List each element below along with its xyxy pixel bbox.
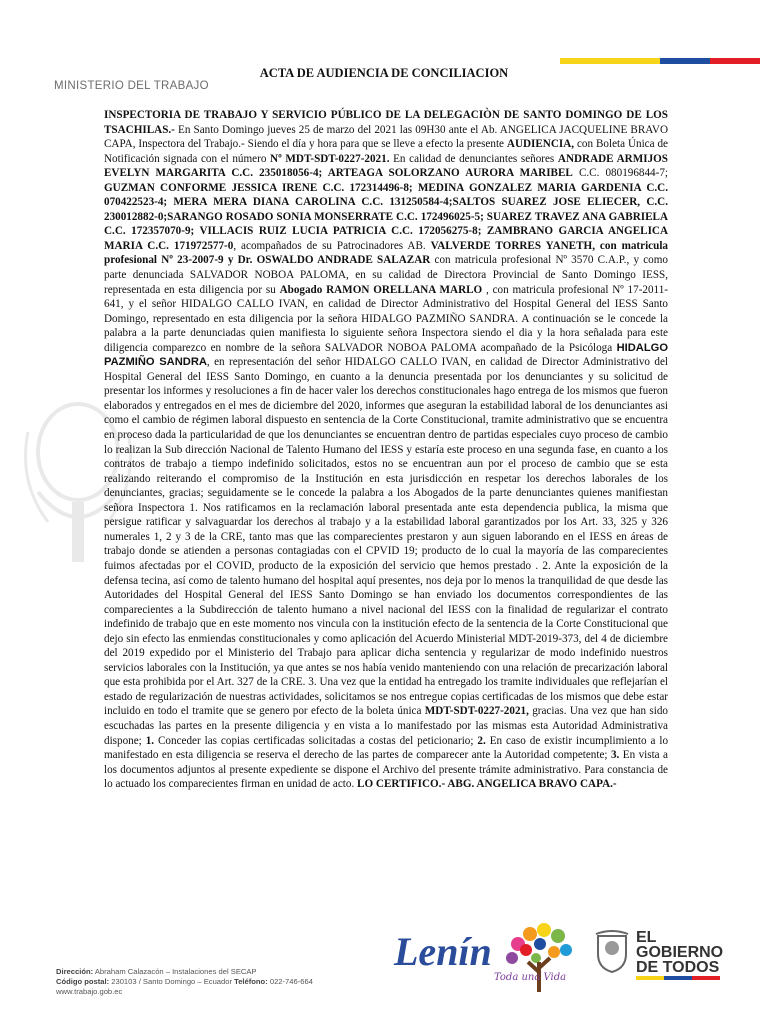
body-bold: AUDIENCIA, <box>506 138 575 151</box>
body-text: En Santo Domingo jueves 25 de marzo del 2021 las 09H30 ante el Ab. ANGELICA JACQUELINE BRAVO CAPA, Inspectora del Trabajo.- Siendo el día y hora para que se lleve a efecto la presente <box>104 123 668 151</box>
gobierno-line-2: GOBIERNO <box>636 944 724 961</box>
flag-color-strip <box>560 58 760 64</box>
gobierno-color-bar <box>636 976 720 980</box>
flag-stripe-yellow-2 <box>610 58 660 64</box>
body-text: En vista a los documentos adjuntos al presente expediente se dispone el Archivo del presente trámite administrativo. Para constancia de lo actuado los comparecientes firman en unidad de acto. <box>104 749 669 791</box>
gob-bar-blue <box>664 976 692 980</box>
footer-phone-label: Teléfono: <box>234 977 268 986</box>
body-text: En calidad de denunciantes señores <box>389 152 558 165</box>
body-heading: INSPECTORIA DE TRABAJO Y SERVICIO PÚBLICO DE LA DELEGACIÒN DE SANTO DOMINGO DE LOS TSACHILAS.- <box>104 109 668 136</box>
toda-una-vida-logo-text: Toda una Vida <box>494 972 567 983</box>
denunciantes-names: ANDRADE ARMIJOS EVELYN MARGARITA C.C. 235018056-4; ARTEAGA SOLORZANO AURORA MARIBEL <box>104 152 668 180</box>
footer-website: www.trabajo.gob.ec <box>56 987 123 996</box>
resolution-3-number: 3. <box>610 749 620 762</box>
footer-address-line <box>56 967 313 977</box>
gobierno-logo-text <box>636 930 723 975</box>
body-text: , con matricula profesional Nº 17-2011-641, y el señor HIDALGO CALLO IVAN, en calidad de Director Administrativo del Hospital General del IESS Santo Domingo, representado en esta diligencia por la señora HIDALGO PAZMIÑO SANDRA. A continuación se le concede la palabra a la parte denunciadas quien manifiesta lo siguiente señora Inspectora siendo el dia y la hora señalada para este diligencia comparezco en nombre de la señora SALVADOR NOBOA PALOMA acompañado de la Psicóloga <box>104 283 668 354</box>
footer-postal-line <box>56 977 313 987</box>
flag-stripe-yellow <box>560 58 610 64</box>
body-text: , acompañados de su Patrocinadores AB. <box>233 239 431 252</box>
document-title: ACTA DE AUDIENCIA DE CONCILIACION <box>259 66 509 80</box>
certification: LO CERTIFICO.- ABG. ANGELICA BRAVO CAPA.- <box>357 778 617 791</box>
footer-address-label: Dirección: <box>56 967 94 976</box>
document-body <box>104 108 668 792</box>
gobierno-shield-icon <box>594 930 630 974</box>
boleta-number: Nº MDT-SDT-0227-2021. <box>270 152 390 165</box>
body-text: , en representación del señor HIDALGO CALLO IVAN, en calidad de Director Administrativo del Hospital General del IESS Santo Domingo, en cuanto a la denuncia presentada por los denunciantes y su solicitud de presentar los informes y resoluciones a fin de hacer valer los derechos constitucionales hago entrega de los mismos que fueron elaborados y entregados en el mes de diciembre del 2020, informes que aseguran la estabilidad laboral de los denunciantes asi como el cambio de régimen laboral dispuesto en sentencia de la Corte Constitucional, tramite administrativo que se encuentra en proceso dada la particularidad de que los denunciantes se encuentran dentro de partidas especiales cuyo proceso de cambio lo realizan la Sub dirección Nacional de Talento Humano del IESS y estaría este proceso en una segunda fase, en cuanto a los contratos de trabajo a tiempo indefinido solicitados, estos no se encuentran aun por el proceso de cambio que se esta realizando reiterando el compromiso de la Institución en esta jurisdicción en respetar los derechos laborales de los denunciantes, gracias; seguidamente se le concede la palabra a los Abogados de la parte denunciantes quienes manifiestan señora Inspectora 1. Nos ratificamos en la reclamación laboral presentada ante esta dependencia publica, la misma que persigue ratificar y salvaguardar los derechos al trabajo y a la estabilidad laboral garantizados por los Art. 33, 325 y 326 numerales 1, 2 y 3 de la CRE, tanto mas que las comparecientes prestaron y aun siguen laborando en el IESS en áreas de trabajo donde se atienden a personas contagiadas con el CPVID 19; producto de lo cual la mayoría de las comparecientes fuimos afectadas por el COVID, producto de la exposición del servicio que hemos prestado . 2. Ante la exposición de la defensa tecina, así como de talento humano del hospital aquí presentes, nos deja por lo menos la tranquilidad de que desde las Autoridades del Hospital General del IESS Santo Domingo se han enviado los documentos correspondientes de las comparecientes a la Subdirección de talento humano a nivel nacional del IESS con la finalidad de regularizar el contrato indefinido de trabajo que en este momento nos vincula con la institución efecto de la sentencia de la Corte Constitucional que dejo sin efecto las enmiendas constitucionales y como aplicación del Acuerdo Ministerial MDT-2019-373, del 4 de diciembre del 2019 expedido por el Ministerio del Trabajo para aplicar dicha sentencia y regularizar de modo indefinido nuestros servicios laborales con la Institución, ya que antes se nos había venido manteniendo con una relación de precarización laboral que esta prohibida por el Art. 327 de la CRE. 3. Una vez que la entidad ha entregado los tramite individuales que reflejarían el estado de regularización de nuestras actividades, solicitamos se nos entregue copias certificadas de los mismos que debe estar incluido en todo el tramite que se genero por efecto de la boleta única <box>104 356 668 718</box>
gobierno-line-1: EL <box>636 929 657 946</box>
body-text: con matricula profesional Nº 3570 C.A.P., y como parte denunciada SALVADOR NOBOA PALOMA, en su calidad de Directora Provincial de Santo Domingo IESS, representada en esta diligencia por su <box>104 254 668 296</box>
body-text: En caso de existir incumplimiento a lo manifestado en esta diligencia se reserva el derecho de las partes de comparecer ante la Autoridad competente; <box>104 734 669 762</box>
footer-phone-value: 022-746-664 <box>267 977 313 986</box>
body-text: Conceder las copias certificadas solicitadas a costas del peticionario; <box>154 734 478 747</box>
psicologa-name: HIDALGO PAZMIÑO SANDRA <box>104 341 668 369</box>
footer-postal-label: Código postal: <box>56 977 110 986</box>
gob-bar-yellow <box>636 976 664 980</box>
body-text: con Boleta Única de Notificación signada con el número <box>104 138 668 165</box>
gobierno-line-3: DE TODOS <box>636 959 720 976</box>
toda-una-vida-tree-icon <box>496 922 582 994</box>
flag-stripe-red <box>710 58 760 64</box>
footer-address-value: Abraham Calazacón – Instalaciones del SECAP <box>93 967 257 976</box>
flag-stripe-blue <box>660 58 710 64</box>
abogado-name: Abogado RAMON ORELLANA MARLO <box>279 283 483 296</box>
footer-postal-value: 230103 / Santo Domingo – Ecuador <box>109 977 235 986</box>
resolution-1-number: 1. <box>145 734 155 747</box>
patrocinadores-names: VALVERDE TORRES YANETH, con matricula profesional Nº 23-2007-9 y Dr. OSWALDO ANDRADE SALAZAR <box>104 239 668 267</box>
lenin-logo: Lenín <box>394 929 492 974</box>
resolution-2-number: 2. <box>477 734 486 747</box>
ministry-name: MINISTERIO DEL TRABAJO <box>54 80 209 92</box>
body-text: C.C. 080196844-7; <box>572 167 668 180</box>
body-text: gracias. Una vez que han sido escuchadas las partes en la presente diligencia y en vista a lo manifestado por las mismas esta Autoridad Administrativa dispone; <box>104 705 668 747</box>
denunciantes-names-2: GUZMAN CONFORME JESSICA IRENE C.C. 172314496-8; MEDINA GONZALEZ MARIA GARDENIA C.C. 070422523-4; MERA MERA DIANA CAROLINA C.C. 131250584-4;SALTOS SUAREZ JOSE ELIECER, C.C. 230012882-0;SARANGO ROSADO SONIA MONSERRATE C.C. 172496025-5; SUAREZ TRAVEZ ANA GABRIELA C.C. 172357070-9; VILLACIS RUIZ LUCIA PATRICIA C.C. 172056275-8; ZAMBRANO GARCIA ANGELICA MARIA C.C. 171972577-0 <box>104 181 668 252</box>
footer-contact <box>56 967 313 997</box>
boleta-number-2: MDT-SDT-0227-2021, <box>424 705 529 718</box>
gob-bar-red <box>692 976 720 980</box>
